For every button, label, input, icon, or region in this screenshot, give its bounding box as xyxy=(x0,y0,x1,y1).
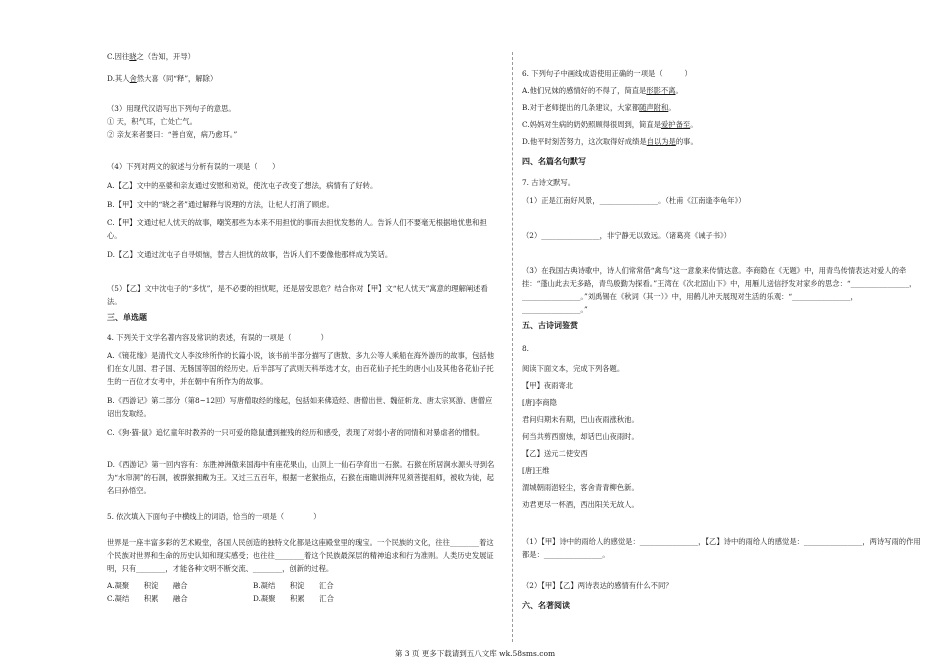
q6-option-d: D.他平时刻苦努力，这次取得好成绩是自以为是的事。 xyxy=(522,137,698,146)
q6-option-c: C.妈妈对生病的奶奶照顾得很周到，简直是爱护备至。 xyxy=(522,120,698,129)
section-4-heading: 四、名篇名句默写 xyxy=(522,157,586,166)
poem1-title: 【甲】夜雨寄北 xyxy=(522,381,574,390)
section-3-heading: 三、单选题 xyxy=(107,313,147,322)
q7-title: 7. 古诗文默写。 xyxy=(522,178,576,187)
q5m-option-a: A.凝聚 积淀 融合 xyxy=(107,581,188,590)
option-c-line: C.因往晓之（告知，开导） xyxy=(107,52,195,61)
q5m-option-c: C.凝结 积累 融合 xyxy=(107,594,188,603)
q4-option-a: A.【乙】文中的巫婆和亲友通过安慰和劝说，使沈屯子改变了想法，病情有了好转。 xyxy=(107,181,378,190)
poem2-line-2: 劝君更尽一杯酒，西出阳关无故人。 xyxy=(522,500,639,509)
q5m-options-row-2 xyxy=(107,594,334,604)
q6-title: 6. 下列句子中画线成语使用正确的一项是（ ） xyxy=(522,69,692,78)
q4m-title: 4. 下列关于文学名著内容及常识的表述，有误的一项是（ ） xyxy=(107,333,328,342)
page-footer: 第 3 页 更多下载请到五八文库 wk.58sms.com xyxy=(394,649,556,658)
q3-item-2: ② 亲友来者要曰：“善自宽，病乃愈耳。” xyxy=(107,130,238,139)
q8-item-2: （2）【甲】【乙】两诗表达的感情有什么不同？ xyxy=(522,581,673,590)
q5-question: （5）【乙】文中沈屯子的“多忧”，是不必要的担忧呢，还是居安思危？结合你对【甲】文“杞人忧天”寓意的理解阐述看法。 xyxy=(107,284,488,306)
q5m-title: 5. 依次填入下面句子中横线上的词语，恰当的一项是（ ） xyxy=(107,512,321,521)
q4-option-b: B.【甲】文中的“晓之者”通过解释与说理的方法，让杞人打消了顾虑。 xyxy=(107,200,334,209)
option-d-line: D.其人舍然大喜（同“释”，解除） xyxy=(107,74,218,83)
q5m-options-row-1 xyxy=(107,581,334,591)
column-divider xyxy=(512,52,513,642)
q8-intro: 阅读下面文本，完成下列各题。 xyxy=(522,364,625,373)
q4-option-c: C.【甲】文通过杞人忧天的故事，嘲笑那些为本来不用担忧的事而去担忧发愁的人。告诉人们不要毫无根据地忧患和担心。 xyxy=(107,218,487,240)
q6-option-a: A.他们兄妹的感情好的不得了，简直是形影不离。 xyxy=(522,86,683,95)
q5m-text: 世界是一座丰富多彩的艺术殿堂，各国人民创造的独特文化都是这座殿堂里的瑰宝。一个民族的文化，往往________着这个民族对世界和生命的历史认知和现实感受；也往往________着这个民族最深层的精神追求和行为准则。人类历史发展证明，只有________，才能各种文明不断交流、________，创新的过程。 xyxy=(107,538,494,573)
section-6-heading: 六、名著阅读 xyxy=(522,601,570,610)
q4m-option-c: C.《狗·猫·鼠》追忆童年时教养的一只可爱的隐鼠遭到摧残的经历和感受，表现了对弱小者的同情和对暴虐者的憎恨。 xyxy=(107,428,485,437)
q4-option-d: D.【乙】文通过沈屯子自寻烦恼，替古人担忧的故事，告诉人们不要像他那样成为笑话。 xyxy=(107,250,393,259)
q6-option-b: B.对于老师提出的几条建议，大家都随声附和。 xyxy=(522,103,676,112)
q3-title: （3）用现代汉语写出下列句子的意思。 xyxy=(107,104,236,113)
q4m-option-b: B.《西游记》第二部分（第8~12回）写唐僧取经的缘起，包括如来佛造经、唐僧出世、魏征斩龙、唐太宗冥游、唐僧应诏出发取经。 xyxy=(107,396,493,418)
q8-item-1: （1）【甲】诗中的雨给人的感觉是：________________，【乙】诗中的雨给人的感觉是：________________，两诗写雨的作用都是：________________。 xyxy=(522,537,921,559)
poem2-title: 【乙】送元二使安西 xyxy=(522,449,588,458)
q7-item-3: （3）在我国古典诗歌中，诗人们常常借“禽鸟”这一意象来传情达意。李商隐在《无题》中，用青鸟传情表达对爱人的牵挂：“蓬山此去无多路，青鸟殷勤为探看。”王湾在《次北固山下》中，用雁儿送信抒发对家乡的思念：“________________，________________。”刘禹锡在《秋词（其一）》中，用鹤儿冲天展现对生活的乐观：“________________，________________。” xyxy=(522,266,917,314)
poem2-author: [唐]王维 xyxy=(522,466,550,475)
q4m-option-d: D.《西游记》第一回内容有：东胜神洲傲来国海中有座花果山，山顶上一仙石孕育出一石猴。石猴在所居涧水源头寻到名为“水帘洞”的石洞，被群猴拥戴为王。又过三五百年，根据一老猴指点，石猴在南瞻训洲拜见须菩提祖师，被收为徒，起名曰孙悟空。 xyxy=(107,460,495,495)
q4m-option-a: A.《镜花缘》是清代文人李汝珍所作的长篇小说，该书前半部分描写了唐敖、多九公等人乘船在海外游历的故事，包括他们在女儿国、君子国、无肠国等国的经历史。后半部写了武则天科举选才女，由百花仙子托生的唐小山及其他各花仙子托生的一百位才女考中，并在朝中有所作为的故事。 xyxy=(107,351,495,386)
q8-number: 8. xyxy=(522,344,529,353)
q7-item-2: （2）________________，非宁静无以致远。（诸葛亮《诫子书》） xyxy=(522,231,731,240)
poem1-line-2: 何当共剪西窗烛，却话巴山夜雨时。 xyxy=(522,432,639,441)
q5m-option-b: B.凝结 积淀 汇合 xyxy=(253,581,334,590)
poem2-line-1: 渭城朝雨浥轻尘，客舍青青柳色新。 xyxy=(522,483,639,492)
section-5-heading: 五、古诗词鉴赏 xyxy=(522,321,578,330)
poem1-line-1: 君问归期未有期，巴山夜雨涨秋池。 xyxy=(522,415,639,424)
q4-title: （4）下列对两文的叙述与分析有误的一项是（ ） xyxy=(107,162,280,171)
q3-item-1: ① 天，积气耳，亡处亡气。 xyxy=(107,117,197,126)
q5m-option-d: D.凝聚 积累 汇合 xyxy=(253,594,334,603)
poem1-author: [唐]李商隐 xyxy=(522,398,557,407)
q7-item-1: （1）正是江南好风景，________________。（杜甫《江南逢李龟年》） xyxy=(522,196,746,205)
